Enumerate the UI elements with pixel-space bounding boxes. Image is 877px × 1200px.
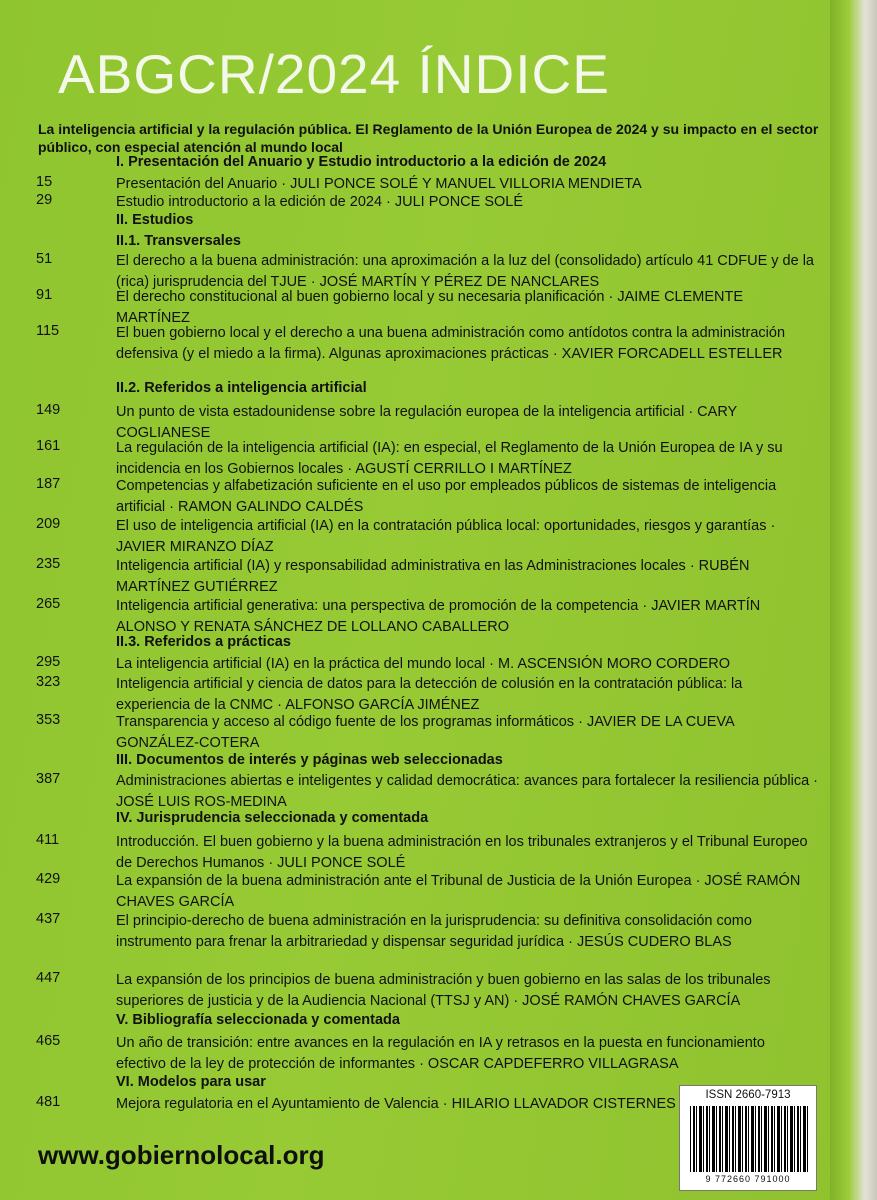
entry-text: La regulación de la inteligencia artificial (IA): en especial, el Reglamento de la Unión Europea de IA y su incidencia en los Gobiernos locales · AGUSTÍ CERRILLO I MARTÍNEZ (116, 440, 783, 477)
section-heading-iii: III. Documentos de interés y páginas web seleccionadas (116, 752, 503, 768)
entry-text: Inteligencia artificial (IA) y responsabilidad administrativa en las Administraciones locales · RUBÉN MARTÍNEZ GUTIÉRREZ (116, 558, 750, 595)
entry-text: Inteligencia artificial generativa: una perspectiva de promoción de la competencia · JAVIER MARTÍN ALONSO Y RENATA SÁNCHEZ DE LOLLANO CABALLERO (116, 598, 761, 635)
page-number: 51 (36, 251, 53, 267)
page-number: 235 (36, 556, 61, 572)
book-spine (830, 0, 877, 1200)
website-url: www.gobiernolocal.org (38, 1140, 325, 1170)
section-heading-v: V. Bibliografía seleccionada y comentada (116, 1012, 400, 1028)
entry-text: Competencias y alfabetización suficiente en el uso por empleados públicos de sistemas de inteligencia artificial · RAMON GALINDO CALDÉS (116, 478, 777, 515)
entry-text: Mejora regulatoria en el Ayuntamiento de Valencia · HILARIO LLAVADOR CISTERNES (116, 1096, 676, 1112)
page-number: 447 (36, 970, 61, 986)
section-heading-ii-2: II.2. Referidos a inteligencia artificial (116, 380, 367, 396)
issn-number: ISSN 2660-7913 (705, 1089, 791, 1101)
page-number: 411 (36, 832, 60, 848)
page-number: 429 (36, 871, 61, 887)
page-number: 149 (36, 402, 61, 418)
section-heading-iv: IV. Jurisprudencia seleccionada y comentada (116, 810, 429, 826)
barcode-label (679, 1085, 817, 1191)
page-number: 437 (36, 911, 61, 927)
page-number: 15 (36, 174, 53, 190)
section-heading-ii-1: II.1. Transversales (116, 233, 241, 249)
section-heading-i: I. Presentación del Anuario y Estudio introductorio a la edición de 2024 (116, 154, 607, 170)
page-number: 465 (36, 1033, 61, 1049)
page-number: 187 (36, 476, 61, 492)
page-number: 387 (36, 771, 61, 787)
entry-text: El buen gobierno local y el derecho a una buena administración como antídotos contra la administración defensiva (y el miedo a la firma). Algunas aproximaciones prácticas · XAVIER FORCADELL ESTELLER (116, 325, 786, 362)
section-heading-ii: II. Estudios (116, 212, 194, 228)
entry-text: La expansión de la buena administración ante el Tribunal de Justicia de la Unión Europea · JOSÉ RAMÓN CHAVES GARCÍA (116, 873, 801, 910)
page-number: 265 (36, 596, 61, 612)
book-subtitle: La inteligencia artificial y la regulación pública. El Reglamento de la Unión Europea de 2024 y su impacto en el sector público, con especial atención al mundo local (38, 121, 819, 155)
page-number: 29 (36, 192, 53, 208)
entry-text: Introducción. El buen gobierno y la buena administración en los tribunales extranjeros y el Tribunal Europeo de Derechos Humanos · JULI PONCE SOLÉ (116, 834, 808, 871)
entry-text: Estudio introductorio a la edición de 2024 · JULI PONCE SOLÉ (116, 194, 524, 210)
entry-text: El uso de inteligencia artificial (IA) en la contratación pública local: oportunidades, riesgos y garantías · JAVIER MIRANZO DÍAZ (116, 518, 776, 555)
page-number: 295 (36, 654, 61, 670)
page-number: 91 (36, 287, 53, 303)
entry-text: Presentación del Anuario · JULI PONCE SOLÉ Y MANUEL VILLORIA MENDIETA (116, 176, 642, 192)
page-number: 323 (36, 674, 61, 690)
entry-text: Un año de transición: entre avances en la regulación en IA y retrasos en la puesta en funcionamiento efectivo de la ley de protección de informantes · OSCAR CAPDEFERRO VILLAGRASA (116, 1035, 765, 1072)
page-number: 353 (36, 712, 61, 728)
barcode-icon (690, 1106, 808, 1172)
page-number: 161 (36, 438, 61, 454)
entry-text: El principio-derecho de buena administración en la jurisprudencia: su definitiva consolidación como instrumento para frenar la arbitrariedad y dispensar seguridad jurídica · JESÚS CUDERO BLAS (116, 913, 752, 950)
section-heading-vi: VI. Modelos para usar (116, 1074, 266, 1090)
entry-text: La expansión de los principios de buena administración y buen gobierno en las salas de los tribunales superiores de justicia y de la Audiencia Nacional (TTSJ y AN) · JOSÉ RAMÓN CHAVES GARCÍA (116, 972, 771, 1009)
entry-text: El derecho constitucional al buen gobierno local y su necesaria planificación · JAIME CLEMENTE MARTÍNEZ (116, 289, 744, 326)
page-title: ABGCR/2024 ÍNDICE (58, 43, 610, 105)
section-heading-ii-3: II.3. Referidos a prácticas (116, 634, 291, 650)
entry-text: Transparencia y acceso al código fuente de los programas informáticos · JAVIER DE LA CUEVA GONZÁLEZ-COTERA (116, 714, 734, 751)
entry-text: Un punto de vista estadounidense sobre la regulación europea de la inteligencia artificial · CARY COGLIANESE (116, 404, 737, 441)
entry-text: Inteligencia artificial y ciencia de datos para la detección de colusión en la contratación pública: la experiencia de la CNMC · ALFONSO GARCÍA JIMÉNEZ (116, 676, 743, 713)
barcode-digits: 9 772660 791000 (705, 1174, 791, 1184)
page-number: 209 (36, 516, 61, 532)
entry-text: Administraciones abiertas e inteligentes y calidad democrática: avances para fortalecer la resiliencia pública · JOSÉ LUIS ROS-MEDINA (116, 773, 818, 810)
entry-text: La inteligencia artificial (IA) en la práctica del mundo local · M. ASCENSIÓN MORO CORDERO (116, 656, 731, 672)
page-number: 115 (36, 323, 60, 339)
entry-text: El derecho a la buena administración: una aproximación a la luz del (consolidado) artículo 41 CDFUE y de la (rica) jurisprudencia del TJUE · JOSÉ MARTÍN Y PÉREZ DE NANCLARES (116, 253, 814, 290)
page-number: 481 (36, 1094, 61, 1110)
